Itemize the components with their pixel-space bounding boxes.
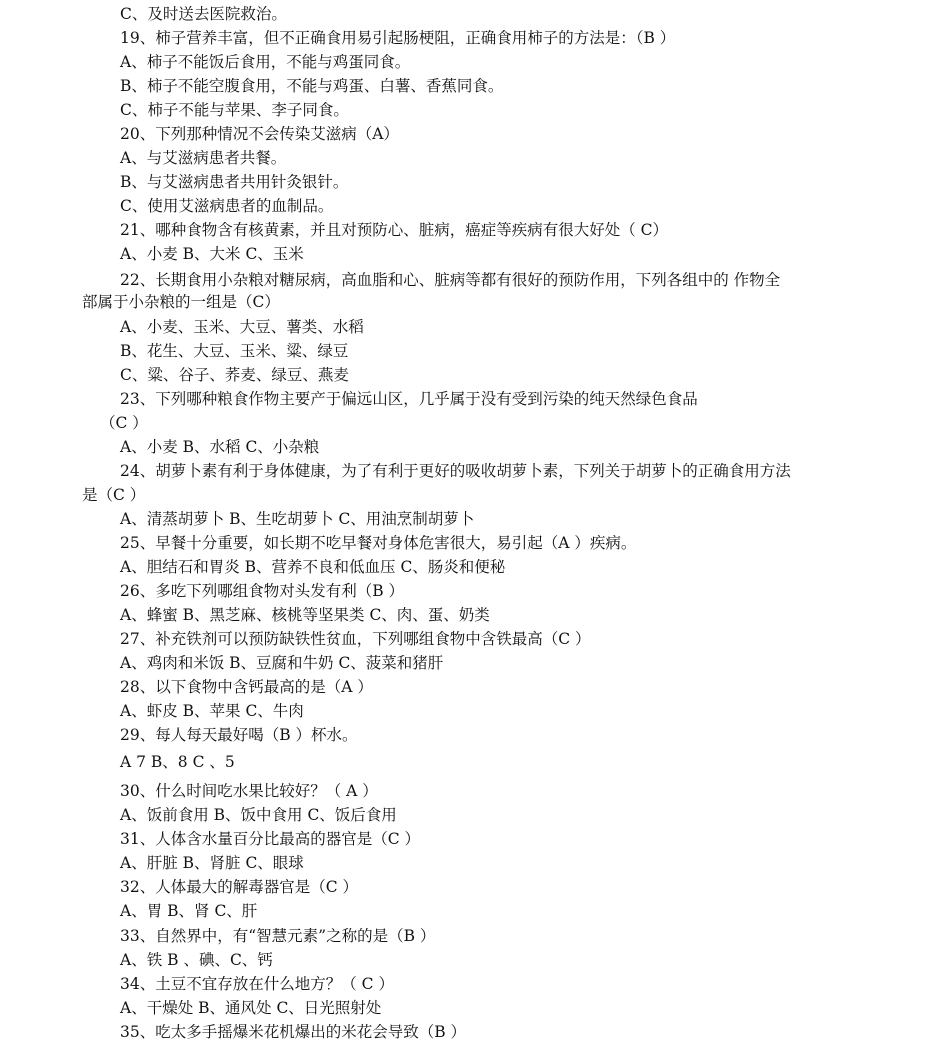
- question-20: 20、下列那种情况不会传染艾滋病（A）: [120, 125, 399, 143]
- question-23: 23、下列哪种粮食作物主要产于偏远山区，几乎属于没有受到污染的纯天然绿色食品: [120, 390, 698, 408]
- answer-option: A、小麦 B、水稻 C、小杂粮: [120, 438, 320, 456]
- answer-option: A、虾皮 B、苹果 C、牛肉: [120, 702, 304, 720]
- question-28: 28、以下食物中含钙最高的是（A ）: [120, 678, 373, 696]
- question-31: 31、人体含水量百分比最高的器官是（C ）: [120, 830, 421, 848]
- question-22-continued: 部属于小杂粮的一组是（C）: [82, 293, 280, 311]
- answer-option: A、胆结石和胃炎 B、营养不良和低血压 C、肠炎和便秘: [120, 558, 506, 576]
- answer-option: A、小麦 B、大米 C、玉米: [120, 245, 304, 263]
- answer-option: A、肝脏 B、肾脏 C、眼球: [120, 854, 304, 872]
- question-24: 24、胡萝卜素有利于身体健康，为了有利于更好的吸收胡萝卜素，下列关于胡萝卜的正确食用方法: [120, 462, 791, 480]
- answer-option: A、蜂蜜 B、黑芝麻、核桃等坚果类 C、肉、蛋、奶类: [120, 606, 490, 624]
- answer-option: B、与艾滋病患者共用针灸银针。: [120, 173, 349, 191]
- question-25: 25、早餐十分重要，如长期不吃早餐对身体危害很大，易引起（A ）疾病。: [120, 534, 637, 552]
- answer-option: A、与艾滋病患者共餐。: [120, 149, 287, 167]
- question-29: 29、每人每天最好喝（B ）杯水。: [120, 726, 358, 744]
- answer-option: A、饭前食用 B、饭中食用 C、饭后食用: [120, 806, 397, 824]
- question-32: 32、人体最大的解毒器官是（C ）: [120, 878, 359, 896]
- question-22: 22、长期食用小杂粮对糖尿病，高血脂和心、脏病等都有很好的预防作用，下列各组中的 作物全: [120, 271, 781, 289]
- question-23-continued: （C ）: [100, 414, 148, 432]
- answer-option: C、柿子不能与苹果、李子同食。: [120, 101, 349, 119]
- answer-option: A、干燥处 B、通风处 C、日光照射处: [120, 999, 382, 1017]
- answer-option: A、鸡肉和米饭 B、豆腐和牛奶 C、菠菜和猪肝: [120, 654, 444, 672]
- answer-option: A、胃 B、肾 C、肝: [120, 902, 258, 920]
- answer-option: A、铁 B 、碘、C、钙: [120, 951, 273, 969]
- question-33: 33、自然界中，有“智慧元素”之称的是（B ）: [120, 927, 436, 945]
- answer-option: C、使用艾滋病患者的血制品。: [120, 197, 334, 215]
- question-35: 35、吃太多手摇爆米花机爆出的米花会导致（B ）: [120, 1023, 467, 1041]
- question-21: 21、哪种食物含有核黄素，并且对预防心、脏病，癌症等疾病有很大好处（ C）: [120, 221, 669, 239]
- text-line: C、及时送去医院救治。: [120, 5, 287, 23]
- answer-option: A、小麦、玉米、大豆、薯类、水稻: [120, 318, 364, 336]
- answer-option: A 7 B、8 C 、5: [120, 753, 235, 771]
- question-30: 30、什么时间吃水果比较好？（ A ）: [120, 782, 378, 800]
- question-27: 27、补充铁剂可以预防缺铁性贫血，下列哪组食物中含铁最高（C ）: [120, 630, 591, 648]
- question-34: 34、土豆不宜存放在什么地方？（ C ）: [120, 975, 394, 993]
- answer-option: B、柿子不能空腹食用，不能与鸡蛋、白薯、香蕉同食。: [120, 77, 504, 95]
- question-24-continued: 是（C ）: [82, 486, 146, 504]
- answer-option: A、柿子不能饭后食用，不能与鸡蛋同食。: [120, 53, 411, 71]
- answer-option: B、花生、大豆、玉米、粱、绿豆: [120, 342, 349, 360]
- question-19: 19、柿子营养丰富，但不正确食用易引起肠梗阻，正确食用柿子的方法是：（B ）: [120, 29, 676, 47]
- answer-option: A、清蒸胡萝卜 B、生吃胡萝卜 C、用油烹制胡萝卜: [120, 510, 475, 528]
- question-26: 26、多吃下列哪组食物对头发有利（B ）: [120, 582, 405, 600]
- answer-option: C、粱、谷子、荞麦、绿豆、燕麦: [120, 366, 349, 384]
